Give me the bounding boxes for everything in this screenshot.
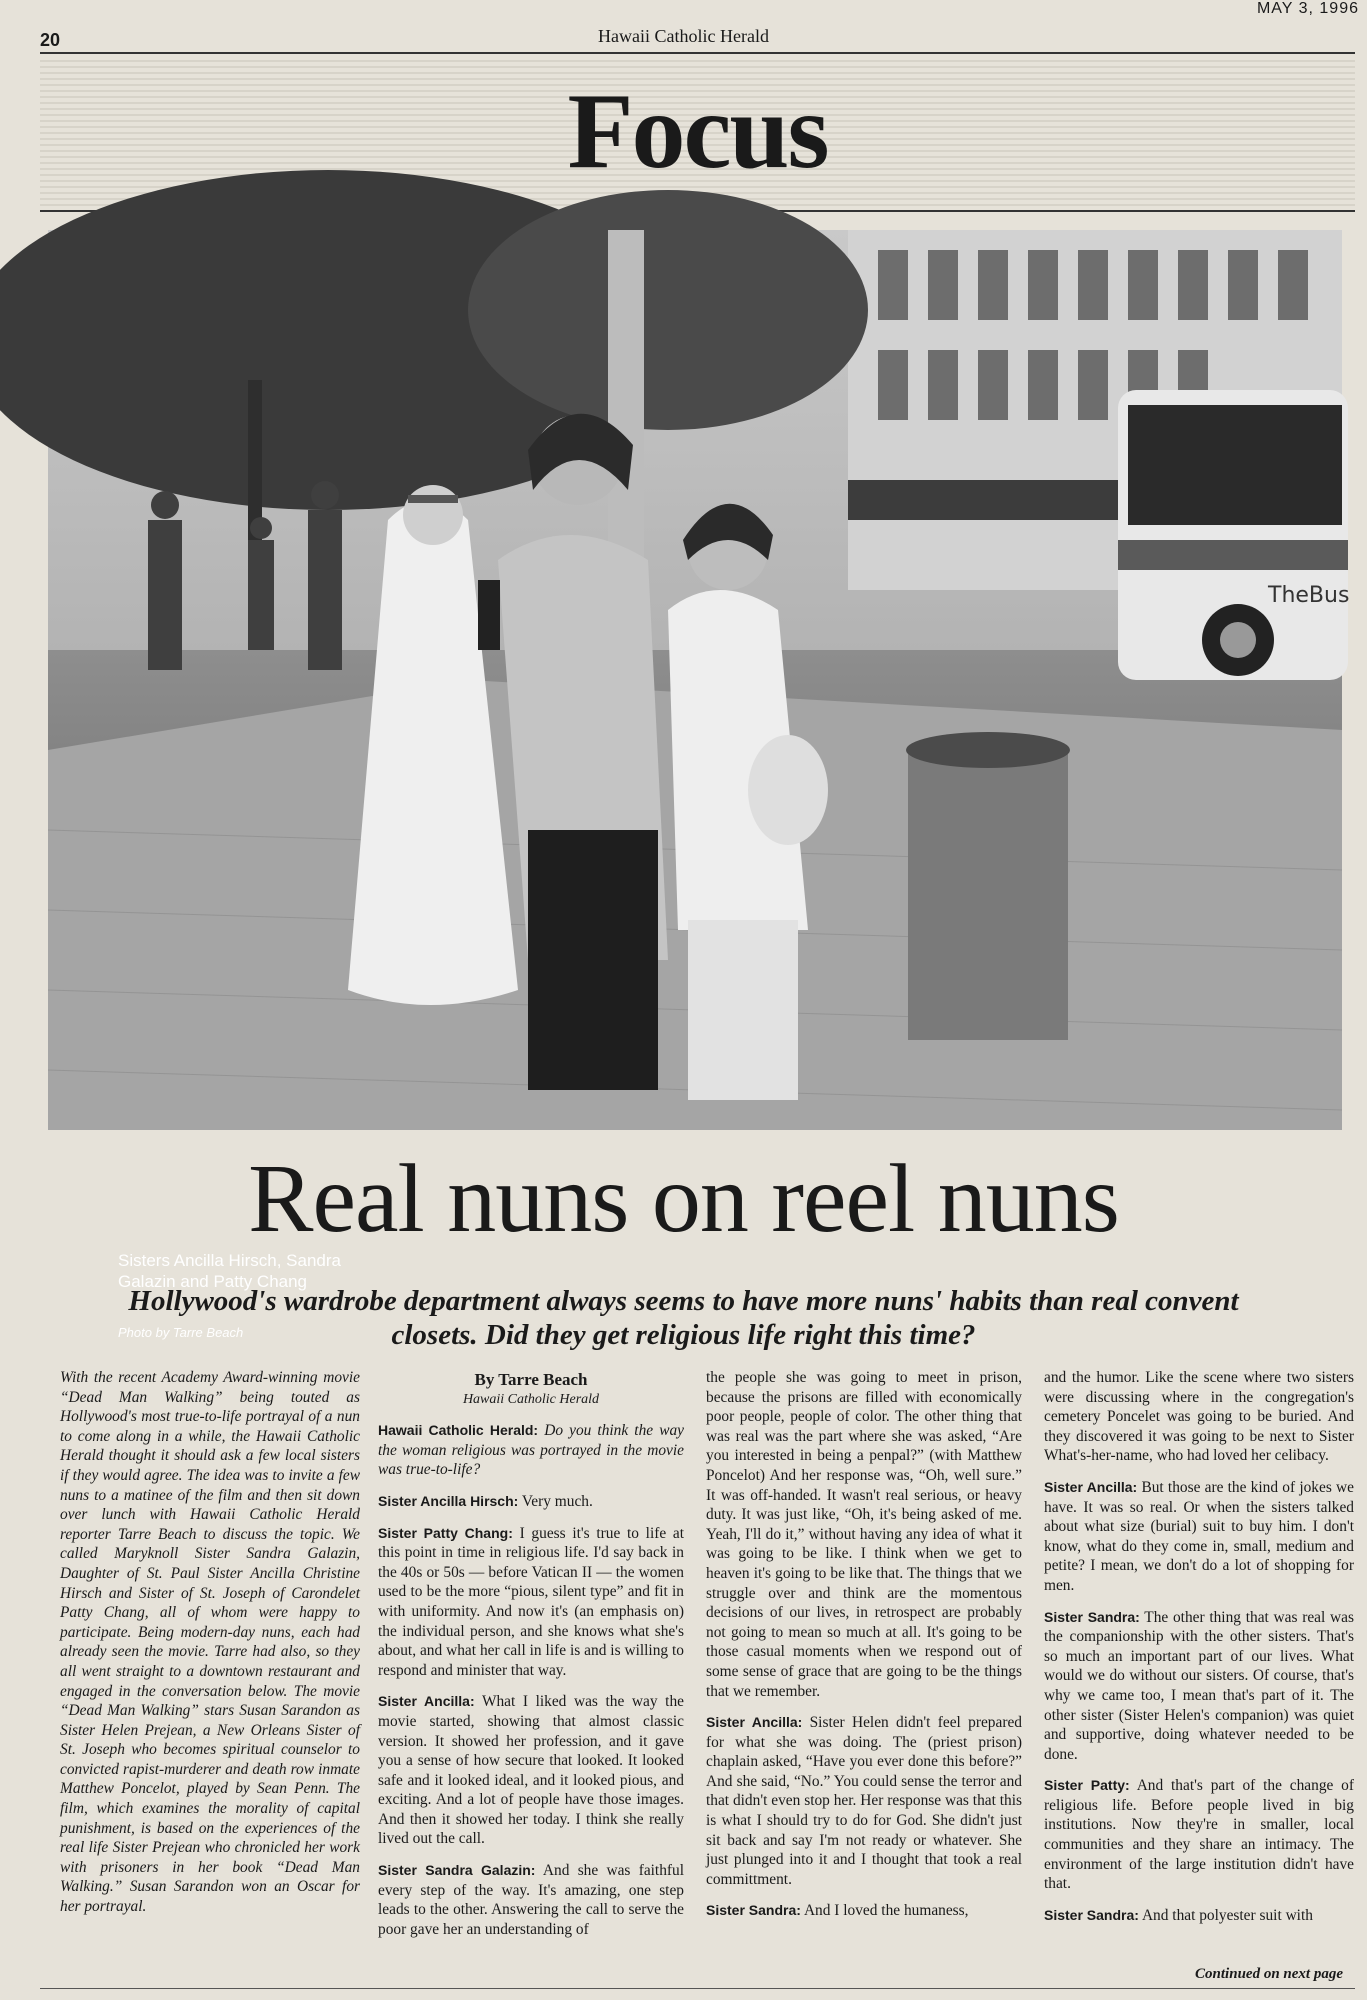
article-headline: Real nuns on reel nuns [248, 1145, 1119, 1253]
column-2 [378, 1368, 684, 1951]
qa-paragraph [706, 1901, 1022, 1921]
speaker-label: Sister Ancilla: [378, 1693, 475, 1710]
paragraph-text: But those are the kind of jokes we have. It was so real. Or when the sisters talked about what size (burial) suit to buy him. I don't know, what do they come in, small, medium and petite? I mean, we don't do a lot of shopping for men. [1044, 1478, 1354, 1594]
speaker-label: Hawaii Catholic Herald: [378, 1422, 539, 1439]
footer-rule [40, 1988, 1355, 1989]
qa-paragraph [378, 1492, 684, 1512]
publication-name: Hawaii Catholic Herald [598, 26, 769, 46]
speaker-label: Sister Ancilla Hirsch: [378, 1492, 519, 1509]
section-title: Focus [567, 72, 828, 191]
speaker-label: Sister Patty Chang: [378, 1524, 513, 1541]
paragraph-text: And that's part of the change of religious life. Before people lived in big institutions. Now they're in smaller, local communities and they share an intimacy. The environment of the large institution didn't have that. [1044, 1777, 1354, 1893]
bus-sign: TheBus [1268, 583, 1350, 608]
paragraph-text: Very much. [521, 1492, 593, 1510]
speaker-label: Sister Patty: [1044, 1777, 1130, 1794]
qa-paragraph [378, 1421, 684, 1480]
qa-paragraph [378, 1861, 684, 1939]
qa-paragraph [1044, 1608, 1354, 1765]
byline-affiliation: Hawaii Catholic Herald [462, 1391, 600, 1407]
qa-paragraph [1044, 1906, 1354, 1926]
intro-column [60, 1368, 360, 1929]
qa-paragraph [378, 1692, 684, 1849]
qa-paragraph [378, 1524, 684, 1681]
speaker-label: Sister Sandra: [1044, 1608, 1140, 1625]
paragraph-text: I guess it's true to life at this point in time in religious life. I'd say back in the 40s or 50s — before Vatican II — the women used to be the more “pious, silent type” and fit in with uniformity. And now it's (an emphasis on) the individual person, and she knows what she's about, and what her call in life is and is willing to respond and minister that way. [378, 1524, 685, 1679]
paragraph-text: And I loved the humaness, [803, 1902, 969, 1920]
qa-paragraph [706, 1368, 1022, 1701]
paragraph-text: And that polyester suit with [1141, 1906, 1313, 1924]
speaker-label: Sister Ancilla: [1044, 1478, 1138, 1495]
paragraph-text: and the humor. Like the scene where two sisters were discussing where in the congregation's cemetery Poncelet was going to be buried. And they discovered it was going to be next to Sister What's-her-name, who had loved her celibacy. [1044, 1369, 1354, 1465]
paragraph-text: And she was faithful every step of the way. It's amazing, one step leads to the other. Answering the call to serve the poor gave her an understanding of [378, 1862, 684, 1938]
paragraph-text: the people she was going to meet in prison, because the prisons are filled with economically poor people, people of color. The other thing that was real was the part where she was asked, “Are you interested in being a penpal?” (with Matthew Poncelot) And her response was, “Oh, well sure.” It was off-handed. It wasn't real serious, or heavy duty. It was just like, “Oh, it's being asked of me. Yeah, I'll do it,” without having any idea of what it was going to be like. I think when we get to heaven it's going to be like that. The things that we struggle over and think are the momentous decisions of our lives, in retrospect are probably not going to mean so much at all. It's going to be those casual moments when we respond out of some sense of grace that are going to be the things that we remember. [706, 1369, 1022, 1700]
paragraph-text: The other thing that was real was the companionship with the other sisters. That's so much an important part of our lives. What would we do without our sisters. Of course, that's why we came too, I mean that's part of it. The other sister (Sister Helen's companion) was quiet and supportive, doing whatever needed to be done. [1044, 1608, 1354, 1763]
page-number: 20 [40, 30, 61, 50]
date-stamp: MAY 3, 1996 [1256, 0, 1359, 17]
intro-paragraph: With the recent Academy Award-winning movie “Dead Man Walking” being touted as Hollywood's most true-to-life portrayal of a nun to come along in a while, the Hawaii Catholic Herald thought it should ask a few local sisters if they would agree. The idea was to invite a few nuns to a matinee of the film and then sit down over lunch with Hawaii Catholic Herald reporter Tarre Beach to discuss the topic. We called Maryknoll Sister Sandra Galazin, Daughter of St. Paul Sister Ancilla Christine Hirsch and Sister of St. Joseph of Carondelet Patty Chang, all of whom were happy to participate. Being modern-day nuns, each had already seen the movie. Tarre had also, so they all went straight to a downtown restaurant and engaged in the conversation below. The movie “Dead Man Walking” stars Susan Sarandon as Sister Helen Prejean, a New Orleans Sister of St. Joseph who becomes spiritual counselor to convicted rapist-murderer and death row inmate Matthew Poncelot, played by Sean Penn. The film, which examines the morality of capital punishment, is based on the experiences of the real life Sister Prejean who chronicled her work with prisoners in her book “Dead Man Walking.” Susan Sarandon won an Oscar for her portrayal. [60, 1369, 360, 1916]
speaker-label: Sister Sandra Galazin: [378, 1862, 536, 1879]
speaker-label: Sister Sandra: [1044, 1906, 1139, 1923]
qa-paragraph [1044, 1368, 1354, 1466]
column-4 [1044, 1368, 1354, 1937]
qa-paragraph [706, 1713, 1022, 1889]
article-deck: Hollywood's wardrobe department always seems to have more nuns' habits than real convent closets. Did they get religious life right this time? [128, 1285, 1239, 1351]
continued-note: Continued on next page [1195, 1966, 1343, 1982]
qa-paragraph [1044, 1776, 1354, 1894]
qa-paragraph [1044, 1478, 1354, 1596]
paragraph-text: What I liked was the way the movie started, showing that almost classic version. It showed her profession, and it gave you a sense of how secure that looked. It looked safe and it looked ideal, and it looked pious, and exciting. And a lot of people have those images. And then it showed her today. I think she really lived out the call. [378, 1693, 684, 1848]
byline: By Tarre Beach [474, 1370, 588, 1389]
photo-caption: Sisters Ancilla Hirsch, Sandra Galazin and Patty Chang [118, 1251, 341, 1291]
header-rule [40, 52, 1355, 54]
column-3 [706, 1368, 1022, 1933]
paragraph-text: Sister Helen didn't feel prepared for what she was doing. The (priest prison) chaplain asked, “Have you ever done this before?” And she said, “No.” You could sense the terror and that didn't even stop her. Her response was that this is what I should try to do for God. She didn't just sit back and say I'm not ready or whatever. She just plunged into it and I thought that took a real committment. [706, 1714, 1022, 1888]
paragraph-text: Do you think the way the woman religious was portrayed in the movie was true-to-life? [378, 1422, 684, 1479]
photo-credit: Photo by Tarre Beach [118, 1325, 244, 1340]
speaker-label: Sister Sandra: [706, 1902, 801, 1919]
speaker-label: Sister Ancilla: [706, 1714, 803, 1731]
